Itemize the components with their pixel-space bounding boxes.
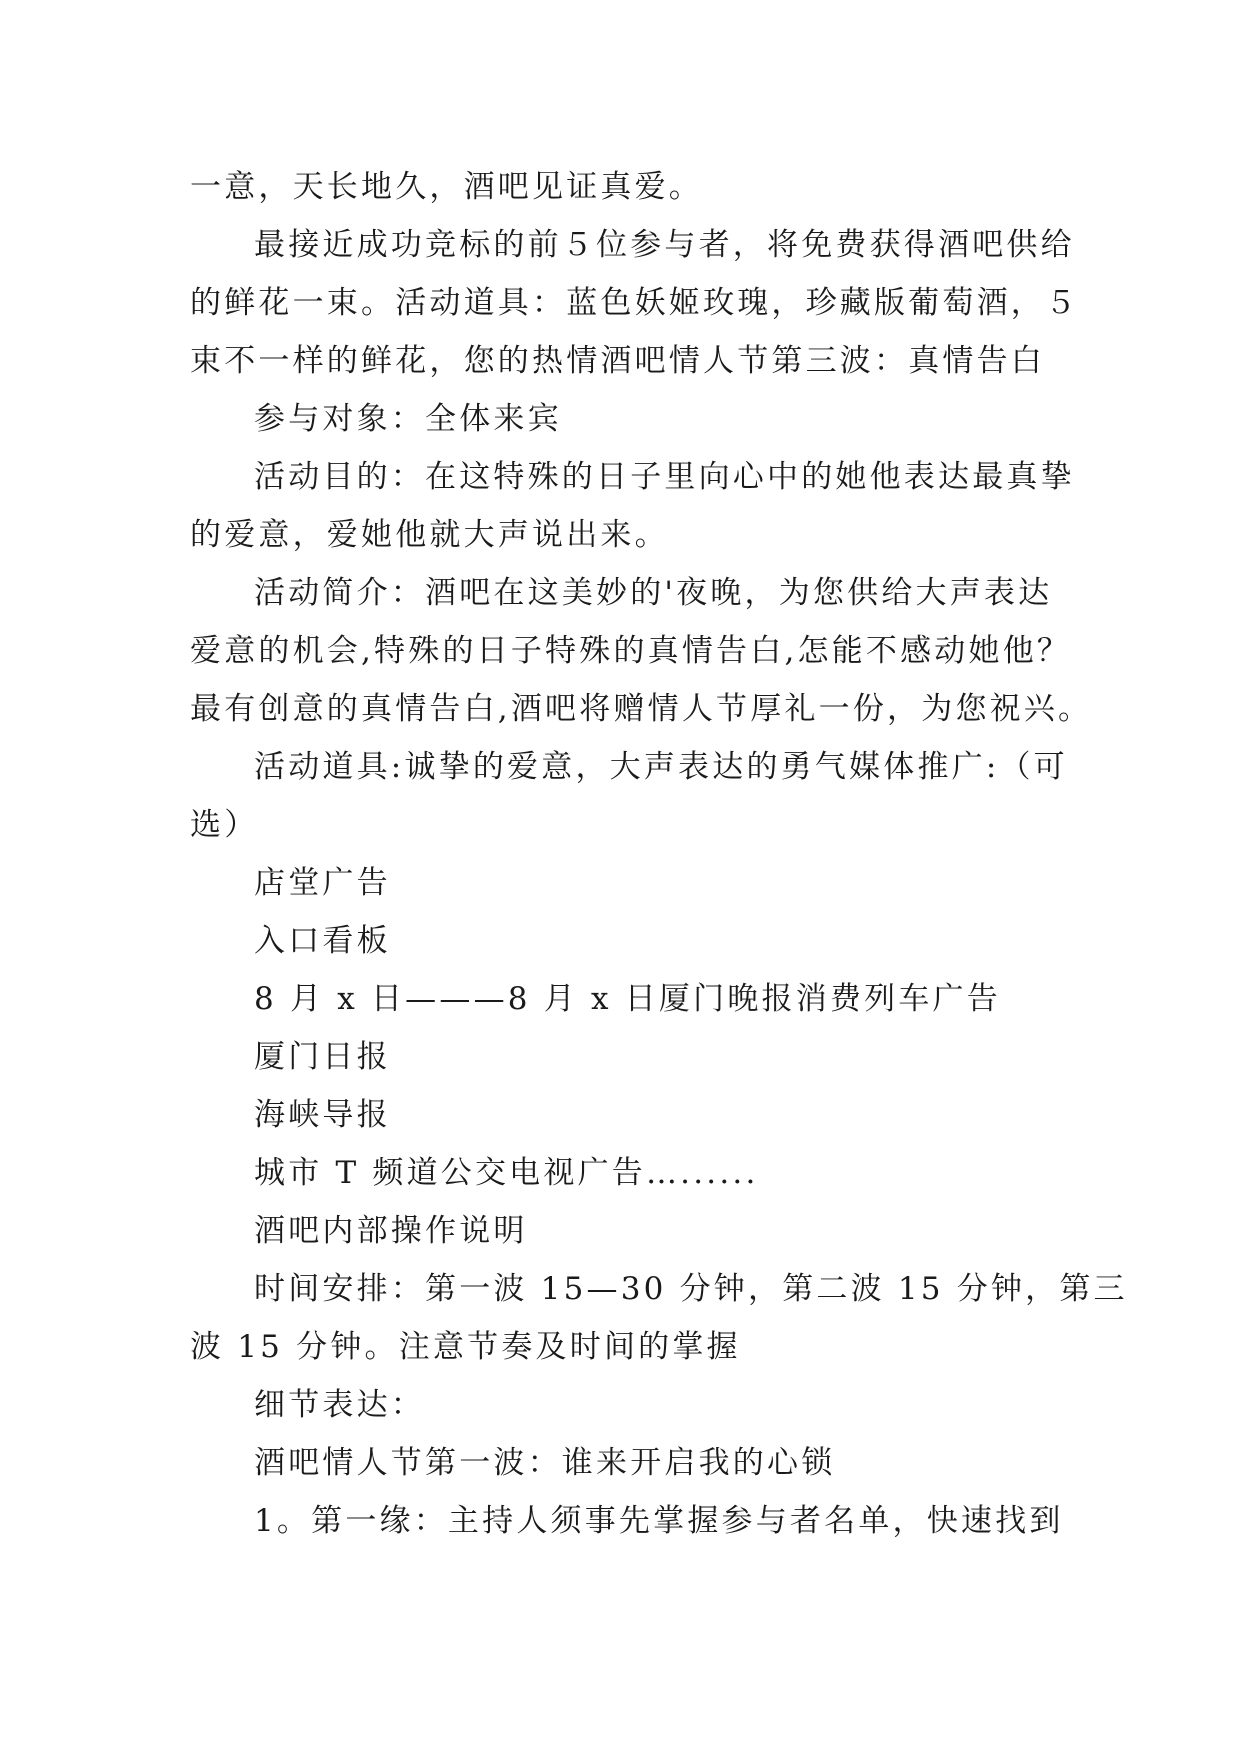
paragraph-line: 8 月 x 日———8 月 x 日厦门晚报消费列车广告 bbox=[254, 981, 1001, 1017]
paragraph-line: 1。第一缘：主持人须事先掌握参与者名单，快速找到 bbox=[254, 1503, 1064, 1539]
paragraph-line: 最有创意的真情告白,酒吧将赠情人节厚礼一份，为您祝兴。 bbox=[190, 691, 1093, 727]
paragraph-line: 束不一样的鲜花，您的热情酒吧情人节第三波：真情告白 bbox=[190, 343, 1045, 379]
paragraph-line: 入口看板 bbox=[254, 923, 391, 959]
paragraph-line: 一意，天长地久，酒吧见证真爱。 bbox=[190, 169, 703, 205]
paragraph-line: 的爱意，爱她他就大声说出来。 bbox=[190, 517, 669, 553]
paragraph-line: 的鲜花一束。活动道具：蓝色妖姬玫瑰，珍藏版葡萄酒，５ bbox=[190, 285, 1080, 321]
paragraph-line: 酒吧内部操作说明 bbox=[254, 1213, 528, 1249]
paragraph-line: 海峡导报 bbox=[254, 1097, 391, 1133]
paragraph-line: 活动道具:诚挚的爱意，大声表达的勇气媒体推广:（可 bbox=[254, 749, 1068, 785]
paragraph-line: 细节表达： bbox=[254, 1387, 425, 1423]
paragraph-line: 活动简介：酒吧在这美妙的'夜晚，为您供给大声表达 bbox=[254, 575, 1053, 611]
paragraph-line: 时间安排：第一波 15—30 分钟，第二波 15 分钟，第三 bbox=[254, 1271, 1128, 1307]
paragraph-line: 店堂广告 bbox=[254, 865, 391, 901]
paragraph-line: 厦门日报 bbox=[254, 1039, 391, 1075]
paragraph-line: 参与对象：全体来宾 bbox=[254, 401, 562, 437]
paragraph-line: 波 15 分钟。注意节奏及时间的掌握 bbox=[190, 1329, 741, 1365]
paragraph-line: 选） bbox=[190, 807, 259, 843]
paragraph-line: 活动目的：在这特殊的日子里向心中的她他表达最真挚 bbox=[254, 459, 1075, 495]
paragraph-line: 酒吧情人节第一波：谁来开启我的心锁 bbox=[254, 1445, 836, 1481]
paragraph-line: 最接近成功竞标的前５位参与者，将免费获得酒吧供给 bbox=[254, 227, 1075, 263]
paragraph-line: 城市 T 频道公交电视广告…...... bbox=[254, 1155, 759, 1191]
document-body bbox=[190, 158, 1128, 1550]
paragraph-line: 爱意的机会,特殊的日子特殊的真情告白,怎能不感动她他？ bbox=[190, 633, 1072, 669]
